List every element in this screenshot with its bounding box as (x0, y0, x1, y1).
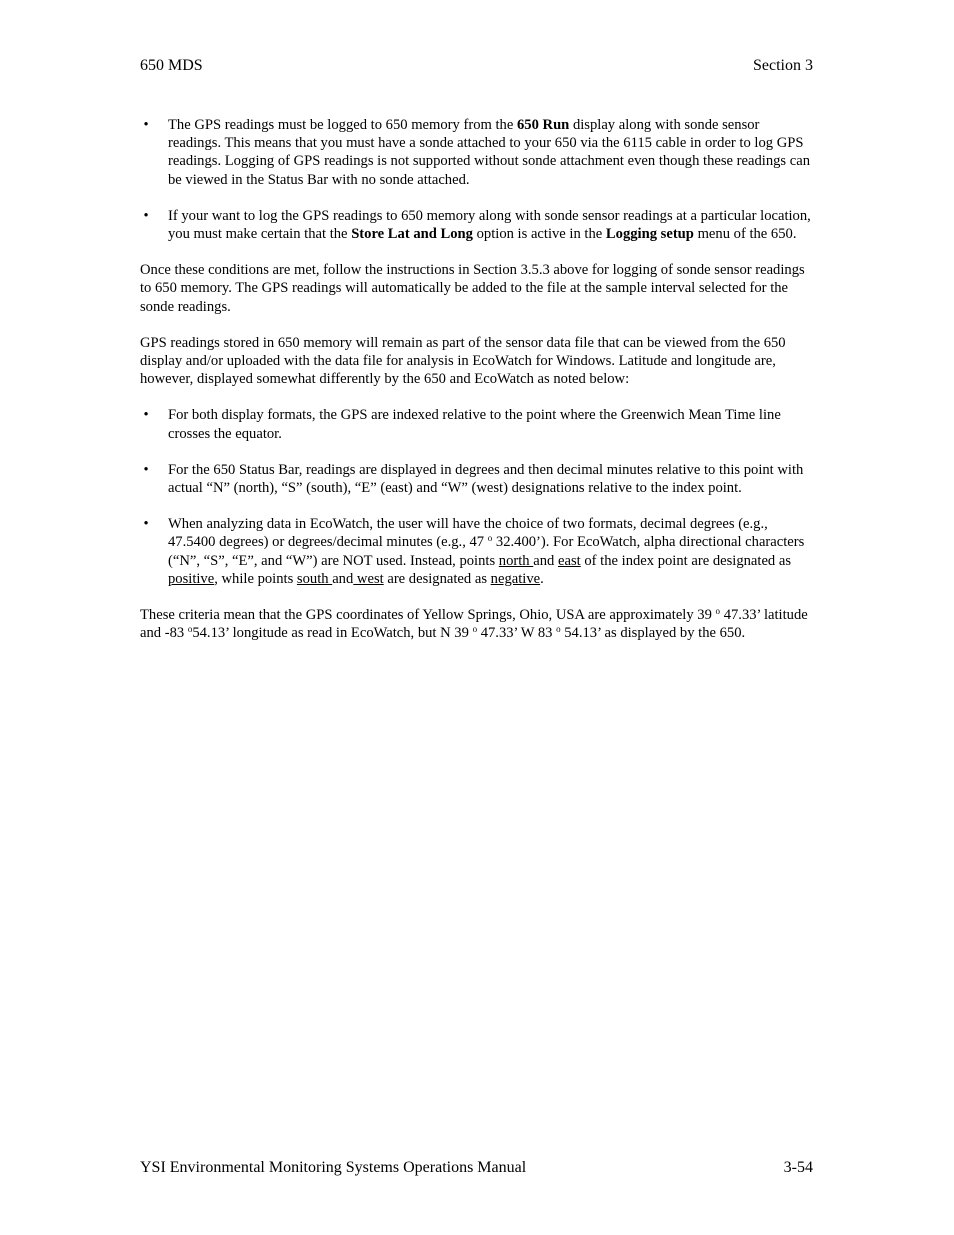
bullet-marker: • (143, 207, 149, 224)
paragraph-conditions: Once these conditions are met, follow the instructions in Section 3.5.3 above for logging of sonde sensor readings to 650 memory. The GPS readings will automatically be added to the file at the sample interval selected for the sonde readings. (140, 262, 805, 315)
bullet-status-bar: • For the 650 Status Bar, readings are displayed in degrees and then decimal minutes relative to this point with actual “N” (north), “S” (south), “E” (east) and “W” (west) designations relative to the index point. (140, 461, 813, 497)
degree-symbol: o (715, 606, 721, 617)
bullet-gps-logging: • The GPS readings must be logged to 650 memory from the 650 Run display along with sonde sensor readings. This means that you must have a sonde attached to your 650 via the 6115 cable in order to log GPS readings. Logging of GPS readings is not supported without sonde attachment even though these readings can be viewed in the Status Bar with no sonde attached. (140, 116, 813, 189)
bullet-display-formats: • For both display formats, the GPS are indexed relative to the point where the Greenwich Mean Time line crosses the equator. (140, 406, 813, 442)
degree-symbol: o (187, 624, 193, 635)
page-number: 3-54 (783, 1159, 813, 1176)
degree-symbol: o (472, 624, 478, 635)
header-title: 650 MDS (140, 57, 203, 74)
bullet-store-lat-long: • If your want to log the GPS readings to 650 memory along with sonde sensor readings at a particular location, you must make certain that the Store Lat and Long option is active in the Logging setup menu of the 650. (140, 207, 813, 243)
bullet-marker: • (143, 461, 149, 478)
page-body (140, 116, 813, 660)
degree-symbol: o (487, 533, 493, 544)
header-section: Section 3 (753, 57, 813, 74)
page-header (140, 57, 813, 75)
paragraph-yellow-springs: These criteria mean that the GPS coordinates of Yellow Springs, Ohio, USA are approximately 39 $^o$ 47.33’ latitude and -83 $^o$54.13’ longitude as read in EcoWatch, but N 39 $^o$ 47.33’ W 83 $^o$ 54.13’ as displayed by the 650. (140, 606, 808, 642)
degree-symbol: o (556, 624, 561, 635)
bullet-ecowatch-formats: • When analyzing data in EcoWatch, the user will have the choice of two formats, decimal degrees (e.g., 47.5400 degrees) or degrees/decimal minutes (e.g., 47 $^o$ 32.400’). For EcoWatch, alpha directional characters (“N”, “S”, “E”, and “W”) are NOT used. Instead, points north and east of the index point are designated as positive, while points south and west are designated as negative. (140, 515, 813, 588)
bullet-marker: • (143, 117, 149, 133)
bullet-marker: • (143, 407, 149, 424)
footer-manual-title: YSI Environmental Monitoring Systems Operations Manual (140, 1159, 527, 1176)
page-footer (140, 1159, 813, 1177)
paragraph-stored-readings: GPS readings stored in 650 memory will remain as part of the sensor data file that can be viewed from the 650 display and/or uploaded with the data file for analysis in EcoWatch for Windows. Latitude and longitude are, however, displayed somewhat differently by the 650 and EcoWatch as noted below: (140, 334, 786, 388)
bullet-marker: • (143, 516, 149, 533)
